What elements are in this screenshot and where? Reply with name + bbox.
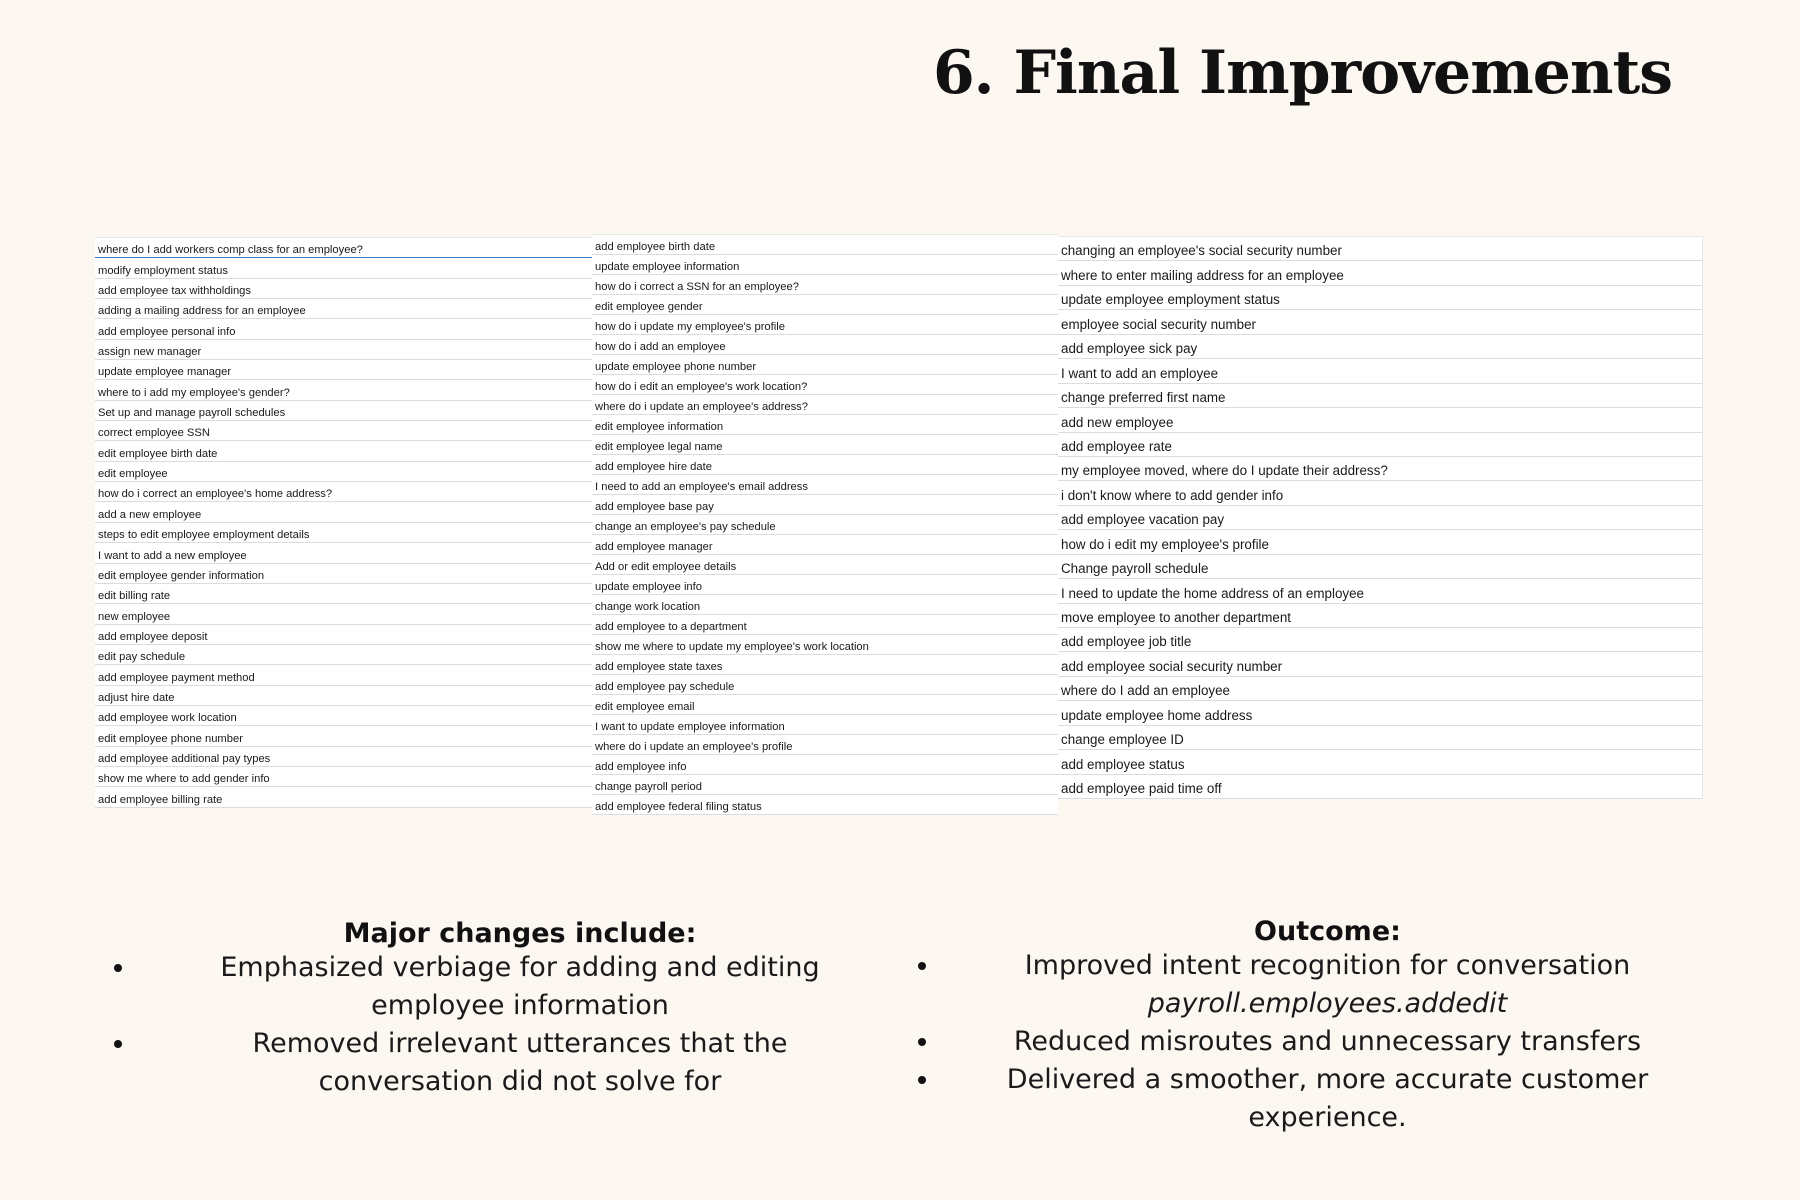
table-row: how do i correct a SSN for an employee?	[592, 275, 1058, 295]
table-row: I need to add an employee's email address	[592, 475, 1058, 495]
table-row: add new employee	[1058, 408, 1702, 432]
table-row: edit billing rate	[95, 584, 592, 604]
table-row: add employee status	[1058, 750, 1702, 774]
table-row: update employee info	[592, 575, 1058, 595]
table-row: add employee paid time off	[1058, 775, 1702, 799]
table-row: employee social security number	[1058, 310, 1702, 334]
utterance-column-2	[592, 234, 1058, 815]
table-row: edit employee phone number	[95, 726, 592, 746]
table-row: update employee employment status	[1058, 286, 1702, 310]
table-row: add employee additional pay types	[95, 747, 592, 767]
table-row: add employee tax withholdings	[95, 279, 592, 299]
intent-name: payroll.employees.addedit	[1147, 988, 1508, 1019]
table-row: correct employee SSN	[95, 421, 592, 441]
table-row: adding a mailing address for an employee	[95, 299, 592, 319]
table-row: where do i update an employee's address?	[592, 395, 1058, 415]
table-row: I want to add a new employee	[95, 543, 592, 563]
table-row: move employee to another department	[1058, 604, 1702, 628]
major-changes-list	[170, 949, 870, 1101]
table-row: edit employee birth date	[95, 441, 592, 461]
table-row: how do i correct an employee's home address?	[95, 482, 592, 502]
table-row: I want to update employee information	[592, 715, 1058, 735]
table-row: change preferred first name	[1058, 384, 1702, 408]
table-row: add employee pay schedule	[592, 675, 1058, 695]
table-row: add employee payment method	[95, 665, 592, 685]
table-row: add employee personal info	[95, 319, 592, 339]
table-row: assign new manager	[95, 340, 592, 360]
table-row: my employee moved, where do I update their address?	[1058, 457, 1702, 481]
table-row: change an employee's pay schedule	[592, 515, 1058, 535]
table-row: how do i update my employee's profile	[592, 315, 1058, 335]
table-row: how do i edit my employee's profile	[1058, 530, 1702, 554]
table-row: add employee base pay	[592, 495, 1058, 515]
list-item: Emphasized verbiage for adding and editing employee information	[170, 949, 870, 1025]
bullet-icon	[114, 1040, 122, 1048]
bullet-icon	[918, 1076, 926, 1084]
table-row: where do I add workers comp class for an employee?	[95, 238, 592, 258]
table-row: add employee birth date	[592, 235, 1058, 255]
major-changes-heading: Major changes include:	[343, 918, 697, 949]
table-row: add employee vacation pay	[1058, 506, 1702, 530]
utterance-column-3	[1058, 236, 1703, 799]
table-row: Change payroll schedule	[1058, 555, 1702, 579]
table-row: add employee job title	[1058, 628, 1702, 652]
table-row: how do i add an employee	[592, 335, 1058, 355]
table-row: edit employee	[95, 462, 592, 482]
table-row: where to enter mailing address for an employee	[1058, 261, 1702, 285]
table-row: show me where to add gender info	[95, 767, 592, 787]
table-row: add employee sick pay	[1058, 335, 1702, 359]
list-item: Delivered a smoother, more accurate customer experience.	[985, 1061, 1670, 1137]
table-row: add employee to a department	[592, 615, 1058, 635]
table-row: add employee rate	[1058, 433, 1702, 457]
table-row: add employee billing rate	[95, 787, 592, 807]
table-row: where do i update an employee's profile	[592, 735, 1058, 755]
table-row: modify employment status	[95, 258, 592, 278]
list-item: Reduced misroutes and unnecessary transfers	[985, 1023, 1670, 1061]
table-row: edit employee gender information	[95, 564, 592, 584]
list-item: Removed irrelevant utterances that the conversation did not solve for	[170, 1025, 870, 1101]
table-row: how do i edit an employee's work location?	[592, 375, 1058, 395]
table-row: add employee social security number	[1058, 652, 1702, 676]
table-row: edit pay schedule	[95, 645, 592, 665]
table-row: add employee deposit	[95, 625, 592, 645]
table-row: add employee hire date	[592, 455, 1058, 475]
table-row: add employee info	[592, 755, 1058, 775]
table-row: add employee work location	[95, 706, 592, 726]
table-row: where to i add my employee's gender?	[95, 380, 592, 400]
table-row: update employee home address	[1058, 701, 1702, 725]
table-row: add employee state taxes	[592, 655, 1058, 675]
table-row: I need to update the home address of an employee	[1058, 579, 1702, 603]
table-row: change employee ID	[1058, 726, 1702, 750]
outcome-heading: Outcome:	[1254, 916, 1401, 947]
table-row: where do I add an employee	[1058, 677, 1702, 701]
table-row: new employee	[95, 604, 592, 624]
table-row: update employee phone number	[592, 355, 1058, 375]
table-row: show me where to update my employee's work location	[592, 635, 1058, 655]
bullet-icon	[114, 964, 122, 972]
major-changes-section	[170, 918, 870, 1101]
table-row: steps to edit employee employment details	[95, 523, 592, 543]
table-row: add a new employee	[95, 502, 592, 522]
table-row: Add or edit employee details	[592, 555, 1058, 575]
table-row: I want to add an employee	[1058, 359, 1702, 383]
table-row: edit employee gender	[592, 295, 1058, 315]
table-row: edit employee email	[592, 695, 1058, 715]
page-title: 6. Final Improvements	[932, 38, 1672, 108]
table-row: edit employee legal name	[592, 435, 1058, 455]
table-row: changing an employee's social security number	[1058, 237, 1702, 261]
table-row: Set up and manage payroll schedules	[95, 401, 592, 421]
table-row: add employee manager	[592, 535, 1058, 555]
table-row: edit employee information	[592, 415, 1058, 435]
bullet-icon	[918, 1038, 926, 1046]
table-row: update employee manager	[95, 360, 592, 380]
table-row: adjust hire date	[95, 686, 592, 706]
table-row: update employee information	[592, 255, 1058, 275]
table-row: i don't know where to add gender info	[1058, 481, 1702, 505]
list-item: Improved intent recognition for conversation payroll.employees.addedit	[985, 947, 1670, 1023]
table-row: add employee federal filing status	[592, 795, 1058, 815]
utterance-column-1	[95, 237, 592, 808]
outcome-list	[985, 947, 1670, 1137]
table-row: change work location	[592, 595, 1058, 615]
bullet-icon	[918, 962, 926, 970]
outcome-section	[985, 916, 1670, 1137]
table-row: change payroll period	[592, 775, 1058, 795]
